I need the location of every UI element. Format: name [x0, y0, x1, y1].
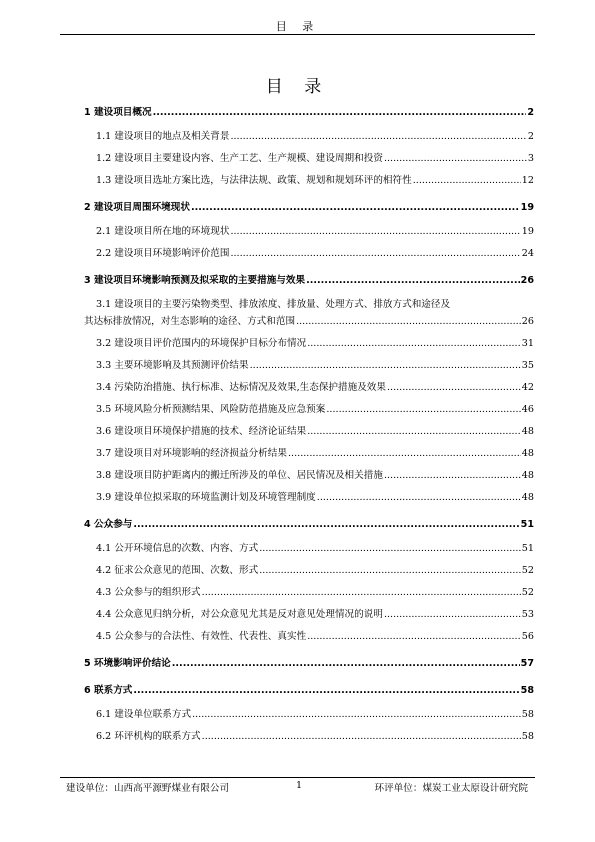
toc-leader-dots — [259, 542, 521, 555]
toc-chapter-entry[interactable] — [84, 106, 534, 119]
toc-entry-label: 6 联系方式 — [84, 685, 133, 696]
toc-entry-label: 2.2 建设项目环境影响评价范围 — [96, 248, 230, 259]
toc-entry-label: 3.6 建设项目环境保护措施的技术、经济论证结果 — [96, 426, 307, 437]
toc-section-entry[interactable] — [84, 542, 534, 555]
toc-leader-dots — [133, 518, 519, 531]
toc-entry-page: 31 — [521, 338, 534, 349]
toc-section-entry[interactable] — [84, 447, 534, 460]
toc-chapter-entry[interactable] — [84, 684, 534, 697]
toc-entry-label: 3.2 建设项目评价范围内的环境保护目标分布情况 — [96, 338, 307, 349]
toc-entry-page: 19 — [520, 202, 534, 213]
toc-section-entry[interactable] — [84, 608, 534, 621]
toc-leader-dots — [153, 106, 527, 119]
table-of-contents — [84, 106, 534, 743]
toc-entry-page: 2 — [527, 131, 534, 142]
toc-entry-label: 3.9 建设单位拟采取的环境监测计划及环境管理制度 — [96, 492, 316, 503]
toc-leader-dots — [192, 708, 521, 721]
page-title: 目 录 — [265, 77, 330, 97]
toc-entry-label: 3.7 建设项目对环境影响的经济损益分析结果 — [96, 448, 287, 459]
toc-section-entry[interactable] — [84, 491, 534, 504]
toc-entry-page: 48 — [521, 470, 534, 481]
toc-section-entry[interactable] — [84, 708, 534, 721]
toc-entry-page: 48 — [521, 448, 534, 459]
toc-leader-dots — [172, 657, 520, 670]
toc-leader-dots — [384, 152, 527, 165]
toc-section-entry[interactable] — [84, 152, 534, 165]
toc-leader-dots — [307, 337, 521, 350]
toc-entry-page: 52 — [521, 587, 534, 598]
toc-leader-dots — [317, 491, 521, 504]
toc-leader-dots — [250, 359, 521, 372]
toc-entry-page: 26 — [520, 275, 534, 286]
running-header: 目 录 — [275, 20, 320, 33]
toc-entry-page: 48 — [521, 426, 534, 437]
toc-leader-dots — [230, 225, 520, 238]
toc-leader-dots — [191, 201, 520, 214]
toc-section-entry[interactable] — [84, 315, 534, 328]
toc-chapter-entry[interactable] — [84, 201, 534, 214]
toc-entry-page: 12 — [521, 175, 534, 186]
toc-entry-label: 3.4 污染防治措施、执行标准、达标情况及效果,生态保护措施及效果 — [96, 382, 386, 393]
toc-entry-page: 35 — [521, 360, 534, 371]
toc-entry-page: 58 — [521, 709, 534, 720]
toc-entry-label: 2 建设项目周围环境现状 — [84, 202, 190, 213]
toc-leader-dots — [306, 274, 520, 287]
footer-assessment-unit: 环评单位：煤炭工业太原设计研究院 — [374, 783, 528, 794]
toc-entry-label: 1 建设项目概况 — [84, 107, 152, 118]
toc-entry-label: 4.2 征求公众意见的范围、次数、形式 — [96, 565, 259, 576]
toc-entry-page: 58 — [521, 731, 534, 742]
toc-entry-label: 4.3 公众参与的组织形式 — [96, 587, 201, 598]
toc-section-entry[interactable] — [84, 174, 534, 187]
toc-entry-page: 58 — [520, 685, 534, 696]
toc-leader-dots — [202, 586, 521, 599]
toc-section-entry[interactable] — [84, 564, 534, 577]
toc-entry-label: 4.4 公众意见归纳分析，对公众意见尤其是反对意见处理情况的说明 — [96, 609, 383, 620]
toc-entry-page: 26 — [521, 316, 534, 327]
toc-leader-dots — [326, 403, 520, 416]
toc-entry-page: 42 — [521, 382, 534, 393]
toc-leader-dots — [413, 174, 521, 187]
toc-leader-dots — [230, 130, 526, 143]
toc-leader-dots — [307, 630, 521, 643]
toc-entry-label: 2.1 建设项目所在地的环境现状 — [96, 226, 230, 237]
footer-page-number: 1 — [296, 780, 303, 791]
toc-entry-label: 5 环境影响评价结论 — [84, 658, 171, 669]
toc-entry-label: 4.5 公众参与的合法性、有效性、代表性、真实性 — [96, 631, 307, 642]
toc-leader-dots — [296, 315, 521, 328]
toc-entry-page: 2 — [527, 107, 534, 118]
toc-entry-page: 51 — [521, 543, 534, 554]
toc-chapter-entry[interactable] — [84, 657, 534, 670]
toc-entry-page: 46 — [521, 404, 534, 415]
toc-entry-label: 1.3 建设项目选址方案比选，与法律法规、政策、规划和规划环评的相符性 — [96, 175, 412, 186]
toc-chapter-entry[interactable] — [84, 274, 534, 287]
toc-entry-page: 56 — [521, 631, 534, 642]
toc-section-entry[interactable] — [84, 337, 534, 350]
toc-section-entry[interactable] — [84, 247, 534, 260]
toc-leader-dots — [307, 425, 521, 438]
toc-leader-dots — [133, 684, 519, 697]
toc-entry-label: 3.3 主要环境影响及其预测评价结果 — [96, 360, 249, 371]
toc-section-entry[interactable] — [84, 403, 534, 416]
toc-entry-label: 4 公众参与 — [84, 519, 133, 530]
toc-leader-dots — [387, 381, 521, 394]
toc-entry-page: 19 — [521, 226, 534, 237]
toc-entry-label: 其达标排放情况，对生态影响的途径、方式和范围 — [84, 316, 296, 327]
toc-entry-page: 52 — [521, 565, 534, 576]
toc-entry-page: 53 — [521, 609, 534, 620]
toc-entry-page: 48 — [521, 492, 534, 503]
toc-section-entry[interactable] — [84, 130, 534, 143]
toc-leader-dots — [384, 469, 521, 482]
header-divider — [60, 34, 535, 35]
toc-entry-page: 57 — [520, 658, 534, 669]
toc-section-entry[interactable] — [84, 630, 534, 643]
toc-leader-dots — [288, 447, 521, 460]
toc-entry-page: 3 — [527, 153, 534, 164]
toc-section-entry[interactable] — [84, 586, 534, 599]
toc-section-entry[interactable] — [84, 381, 534, 394]
footer-construction-unit: 建设单位：山西高平源野煤业有限公司 — [66, 783, 230, 794]
toc-chapter-entry[interactable] — [84, 518, 534, 531]
toc-section-entry[interactable] — [84, 730, 534, 743]
toc-entry-label: 1.2 建设项目主要建设内容、生产工艺、生产规模、建设周期和投资 — [96, 153, 383, 164]
toc-entry-page: 24 — [521, 248, 534, 259]
toc-entry-label: 1.1 建设项目的地点及相关背景 — [96, 131, 230, 142]
toc-leader-dots — [259, 564, 521, 577]
toc-section-entry[interactable] — [84, 359, 534, 372]
toc-entry-page: 51 — [520, 519, 534, 530]
toc-entry-label: 4.1 公开环境信息的次数、内容、方式 — [96, 543, 259, 554]
toc-section-entry[interactable] — [84, 469, 534, 482]
toc-leader-dots — [230, 247, 520, 260]
toc-entry-label: 3 建设项目环境影响预测及拟采取的主要措施与效果 — [84, 275, 306, 286]
toc-entry-label: 3.8 建设项目防护距离内的搬迁所涉及的单位、居民情况及相关措施 — [96, 470, 383, 481]
toc-entry-label: 6.1 建设单位联系方式 — [96, 709, 192, 720]
toc-entry-label: 6.2 环评机构的联系方式 — [96, 731, 201, 742]
toc-entry-wrapped-line[interactable]: 3.1 建设项目的主要污染物类型、排放浓度、排放量、处理方式、排放方式和途径及 — [96, 299, 451, 310]
toc-leader-dots — [202, 730, 521, 743]
toc-entry-label: 3.5 环境风险分析预测结果、风险防范措施及应急预案 — [96, 404, 326, 415]
footer-divider — [60, 777, 535, 778]
toc-section-entry[interactable] — [84, 225, 534, 238]
toc-section-entry[interactable] — [84, 425, 534, 438]
toc-leader-dots — [384, 608, 521, 621]
